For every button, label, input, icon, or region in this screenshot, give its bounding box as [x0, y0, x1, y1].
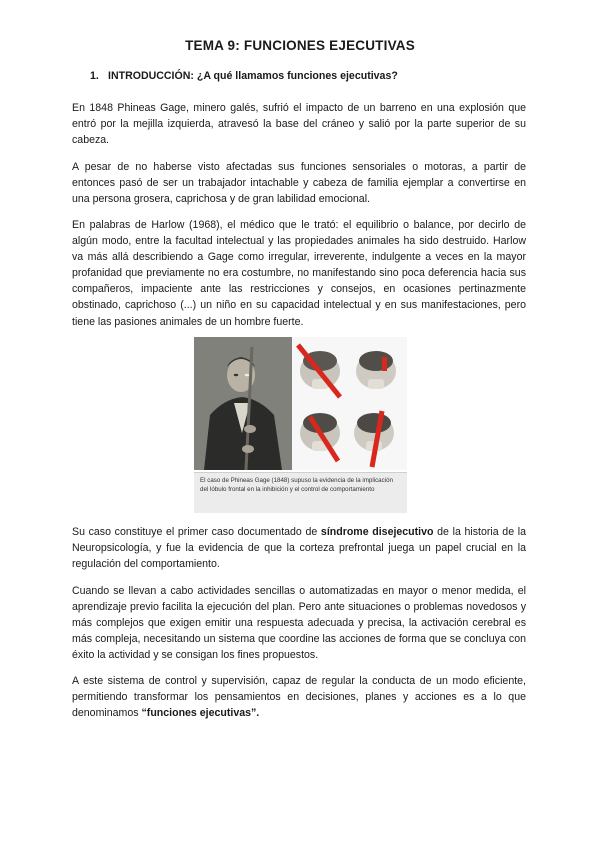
paragraph-4-text-a: Su caso constituye el primer caso documentado de: [72, 526, 321, 538]
phineas-gage-figure: [194, 337, 407, 515]
paragraph-6-bold: “funciones ejecutivas”.: [141, 707, 260, 720]
section-heading: [90, 70, 398, 82]
phineas-gage-photo: [194, 337, 407, 470]
paragraph-6-text: A este sistema de control y supervisión, capaz de regular la conducta de un modo eficiente, permitiendo transformar los pensamientos en decisiones, planes y acciones es a lo que denominamos: [72, 675, 526, 720]
paragraph-6: [72, 673, 526, 721]
page-title: TEMA 9: FUNCIONES EJECUTIVAS: [185, 38, 415, 53]
section-heading-text: INTRODUCCIÓN: ¿A qué llamamos funciones ejecutivas?: [108, 70, 398, 82]
paragraph-5: Cuando se llevan a cabo actividades sencillas o automatizadas en mayor o menor medida, el aprendizaje previo facilita la ejecución del plan. Pero ante situaciones o problemas novedosos y más complejos que exigen emitir una respuesta adecuada y precisa, la activación cerebral es más compleja, necesitando un sistema que coordine las acciones de forma que se concluya con éxito la actividad y se consigan los fines propuestos.: [72, 585, 526, 662]
paragraph-4: [72, 524, 526, 572]
paragraph-3: En palabras de Harlow (1968), el médico que le trató: el equilibrio o balance, por decirlo de algún modo, entre la facultad intelectual y las propiedades animales ha sido destruido. Harlow va más allá describiendo a Gage como irregular, irreverente, indulgente a veces en la mayor profanidad que previamente no era costumbre, no manifestando sino poca deferencia hacia sus compañeros, impaciente ante las restricciones y consejos, en ocasiones pertinazmente obstinado, caprichoso (...) un niño en su capacidad intelectual y en sus manifestaciones, pero tiene las pasiones animales de un hombre fuerte.: [72, 219, 526, 328]
paragraph-1: En 1848 Phineas Gage, minero galés, sufrió el impacto de un barreno en una explosión que entró por la mejilla izquierda, atravesó la base del cráneo y salió por la parte superior de su cabeza.: [72, 102, 526, 147]
paragraph-4-bold: síndrome disejecutivo: [320, 526, 434, 538]
figure-caption-box: [194, 472, 407, 513]
paragraph-4-text-b: de la historia de la Neuropsicología, y fue la evidencia de que la corteza prefrontal juega un papel crucial en la regulación del comportamiento.: [72, 526, 526, 571]
paragraph-2: A pesar de no haberse visto afectadas sus funciones sensoriales o motoras, a partir de entonces pasó de ser un trabajador intachable y cabeza de familia ejemplar a convertirse en una persona grosera, caprichosa y de gran labilidad emocional.: [72, 161, 526, 206]
figure-caption: El caso de Phineas Gage (1848) supuso la evidencia de la implicación del lóbulo frontal en la inhibición y el control de comportamiento: [200, 477, 393, 493]
section-number: 1.: [90, 70, 99, 82]
